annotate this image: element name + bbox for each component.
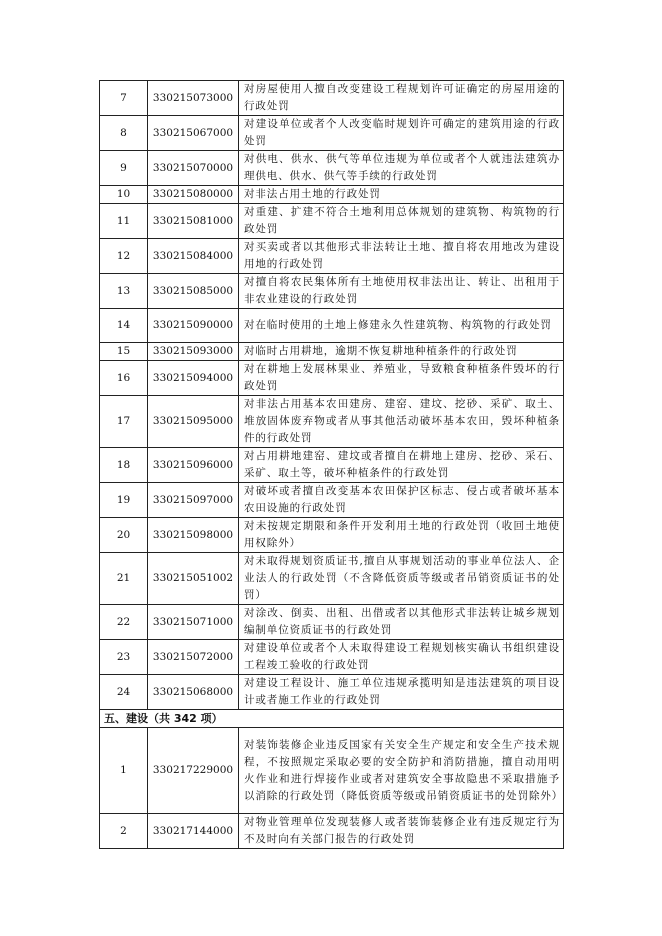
table-row — [100, 814, 564, 849]
table-row — [100, 728, 564, 814]
row-number: 19 — [100, 483, 148, 518]
item-description: 对临时占用耕地，逾期不恢复耕地种植条件的行政处罚 — [239, 343, 564, 361]
row-number: 8 — [100, 116, 148, 151]
table-row — [100, 396, 564, 448]
item-description: 对买卖或者以其他形式非法转让土地、擅自将农用地改为建设用地的行政处罚 — [239, 239, 564, 274]
item-code: 330215071000 — [148, 605, 239, 640]
row-number: 7 — [100, 81, 148, 116]
item-description: 对非法占用土地的行政处罚 — [239, 186, 564, 204]
table-row — [100, 239, 564, 274]
item-description: 对建设工程设计、施工单位违规承揽明知是违法建筑的项目设计或者施工作业的行政处罚 — [239, 675, 564, 710]
row-number: 21 — [100, 553, 148, 605]
row-number: 22 — [100, 605, 148, 640]
item-code: 330217229000 — [148, 728, 239, 814]
item-description: 对非法占用基本农田建房、建窑、建坟、挖砂、采矿、取土、堆放固体废弃物或者从事其他活动破坏基本农田，毁坏种植条件的行政处罚 — [239, 396, 564, 448]
item-description: 对未取得规划资质证书,擅自从事规划活动的事业单位法人、企业法人的行政处罚（不含降低资质等级或者吊销资质证书的处罚） — [239, 553, 564, 605]
item-description: 对装饰装修企业违反国家有关安全生产规定和安全生产技术规程，不按照规定采取必要的安全防护和消防措施，擅自动用明火作业和进行焊接作业或者对建筑安全事故隐患不采取措施予以消除的行政处罚（降低资质等级或吊销资质证书的处罚除外） — [239, 728, 564, 814]
item-description: 对在耕地上发展林果业、养殖业，导致粮食种植条件毁坏的行政处罚 — [239, 361, 564, 396]
row-number: 14 — [100, 309, 148, 343]
row-number: 23 — [100, 640, 148, 675]
row-number: 16 — [100, 361, 148, 396]
table-row — [100, 186, 564, 204]
table-row — [100, 640, 564, 675]
item-description: 对物业管理单位发现装修人或者装饰装修企业有违反规定行为不及时向有关部门报告的行政处罚 — [239, 814, 564, 849]
table-row — [100, 116, 564, 151]
item-code: 330215090000 — [148, 309, 239, 343]
item-code: 330215080000 — [148, 186, 239, 204]
item-code: 330215070000 — [148, 151, 239, 186]
penalty-table — [99, 80, 564, 849]
row-number: 17 — [100, 396, 148, 448]
item-code: 330215084000 — [148, 239, 239, 274]
row-number: 10 — [100, 186, 148, 204]
item-description: 对供电、供水、供气等单位违规为单位或者个人就违法建筑办理供电、供水、供气等手续的行政处罚 — [239, 151, 564, 186]
row-number: 2 — [100, 814, 148, 849]
table-row — [100, 274, 564, 309]
item-description: 对未按规定期限和条件开发利用土地的行政处罚（收回土地使用权除外） — [239, 518, 564, 553]
item-description: 对重建、扩建不符合土地利用总体规划的建筑物、构筑物的行政处罚 — [239, 204, 564, 239]
table-row — [100, 518, 564, 553]
item-code: 330215085000 — [148, 274, 239, 309]
item-code: 330215097000 — [148, 483, 239, 518]
item-description: 对建设单位或者个人改变临时规划许可确定的建筑用途的行政处罚 — [239, 116, 564, 151]
item-code: 330215067000 — [148, 116, 239, 151]
table-row — [100, 343, 564, 361]
table-row — [100, 448, 564, 483]
row-number: 11 — [100, 204, 148, 239]
table-row — [100, 483, 564, 518]
section-row — [100, 710, 564, 728]
item-description: 对擅自将农民集体所有土地使用权非法出让、转让、出租用于非农业建设的行政处罚 — [239, 274, 564, 309]
item-code: 330215094000 — [148, 361, 239, 396]
item-code: 330215073000 — [148, 81, 239, 116]
item-description: 对破坏或者擅自改变基本农田保护区标志、侵占或者破坏基本农田设施的行政处罚 — [239, 483, 564, 518]
item-description: 对占用耕地建窑、建坟或者擅自在耕地上建房、挖砂、采石、采矿、取土等，破坏种植条件的行政处罚 — [239, 448, 564, 483]
item-code: 330215068000 — [148, 675, 239, 710]
item-description: 对在临时使用的土地上修建永久性建筑物、构筑物的行政处罚 — [239, 309, 564, 343]
table-row — [100, 675, 564, 710]
item-code: 330217144000 — [148, 814, 239, 849]
table-row — [100, 309, 564, 343]
item-code: 330215093000 — [148, 343, 239, 361]
table-row — [100, 361, 564, 396]
table-row — [100, 81, 564, 116]
item-code: 330215072000 — [148, 640, 239, 675]
section-title: 五、建设（共 342 项） — [100, 710, 564, 728]
row-number: 1 — [100, 728, 148, 814]
item-description: 对建设单位或者个人未取得建设工程规划核实确认书组织建设工程竣工验收的行政处罚 — [239, 640, 564, 675]
row-number: 20 — [100, 518, 148, 553]
row-number: 18 — [100, 448, 148, 483]
item-description: 对房屋使用人擅自改变建设工程规划许可证确定的房屋用途的行政处罚 — [239, 81, 564, 116]
table-row — [100, 151, 564, 186]
item-code: 330215081000 — [148, 204, 239, 239]
row-number: 12 — [100, 239, 148, 274]
row-number: 13 — [100, 274, 148, 309]
row-number: 9 — [100, 151, 148, 186]
item-code: 330215051002 — [148, 553, 239, 605]
table-row — [100, 553, 564, 605]
table-row — [100, 204, 564, 239]
item-code: 330215096000 — [148, 448, 239, 483]
item-code: 330215095000 — [148, 396, 239, 448]
item-description: 对涂改、倒卖、出租、出借或者以其他形式非法转让城乡规划编制单位资质证书的行政处罚 — [239, 605, 564, 640]
item-code: 330215098000 — [148, 518, 239, 553]
table-row — [100, 605, 564, 640]
row-number: 15 — [100, 343, 148, 361]
row-number: 24 — [100, 675, 148, 710]
